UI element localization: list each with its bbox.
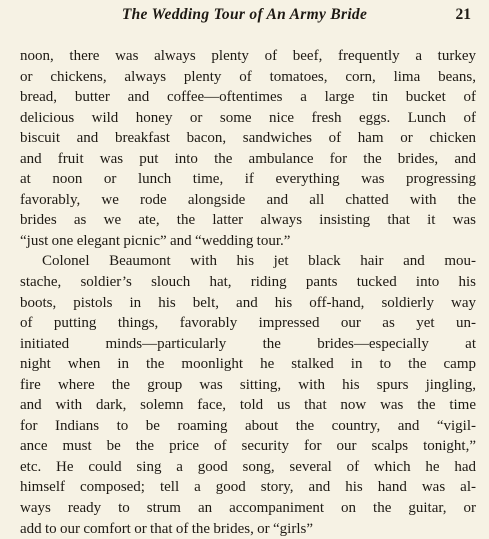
text-line: for Indians to be roaming about the country, and “vigil-	[20, 417, 476, 434]
text-line: stache, soldier’s slouch hat, riding pants tucked into his	[20, 274, 476, 291]
text-line: etc. He could sing a good song, several of which he had	[20, 458, 476, 475]
page-number: 21	[455, 6, 471, 23]
text-line: of putting things, favorably impressed our as yet un-	[20, 315, 476, 332]
text-line: Colonel Beaumont with his jet black hair and mou-	[42, 253, 476, 270]
text-line: fire where the group was sitting, with his spurs jingling,	[20, 376, 476, 393]
page-header	[14, 6, 475, 28]
text-line: and fruit was put into the ambulance for the brides, and	[20, 150, 476, 167]
text-line: bread, butter and coffee—oftentimes a large tin bucket of	[20, 89, 476, 106]
body-text	[20, 46, 476, 539]
text-line: favorably, we rode alongside and all chatted with the	[20, 191, 476, 208]
text-line: “just one elegant picnic” and “wedding tour.”	[20, 232, 291, 249]
text-line: biscuit and breakfast bacon, sandwiches of ham or chicken	[20, 130, 476, 147]
text-line: brides as we ate, the latter always insisting that it was	[20, 212, 476, 229]
text-line: noon, there was always plenty of beef, frequently a turkey	[20, 48, 476, 64]
text-line: boots, pistols in his belt, and his off-hand, soldierly way	[20, 294, 476, 311]
text-line: initiated minds—particularly the brides—especially at	[20, 335, 476, 352]
text-line: add to our comfort or that of the brides, or “girls”	[20, 520, 313, 537]
text-line: ance must be the price of security for our scalps tonight,”	[20, 438, 476, 455]
text-line: or chickens, always plenty of tomatoes, corn, lima beans,	[20, 68, 476, 85]
text-line: ways ready to strum an accompaniment on the guitar, or	[20, 500, 476, 517]
text-line: night when in the moonlight he stalked in to the camp	[20, 356, 476, 373]
text-line: and with dark, solemn face, told us that now was the time	[20, 397, 476, 414]
text-line: himself composed; tell a good story, and his hand was al-	[20, 479, 476, 496]
text-line: delicious wild honey or some nice fresh eggs. Lunch of	[20, 109, 476, 126]
running-head: The Wedding Tour of An Army Bride	[121, 6, 368, 23]
text-line: at noon or lunch time, if everything was progressing	[20, 171, 476, 188]
